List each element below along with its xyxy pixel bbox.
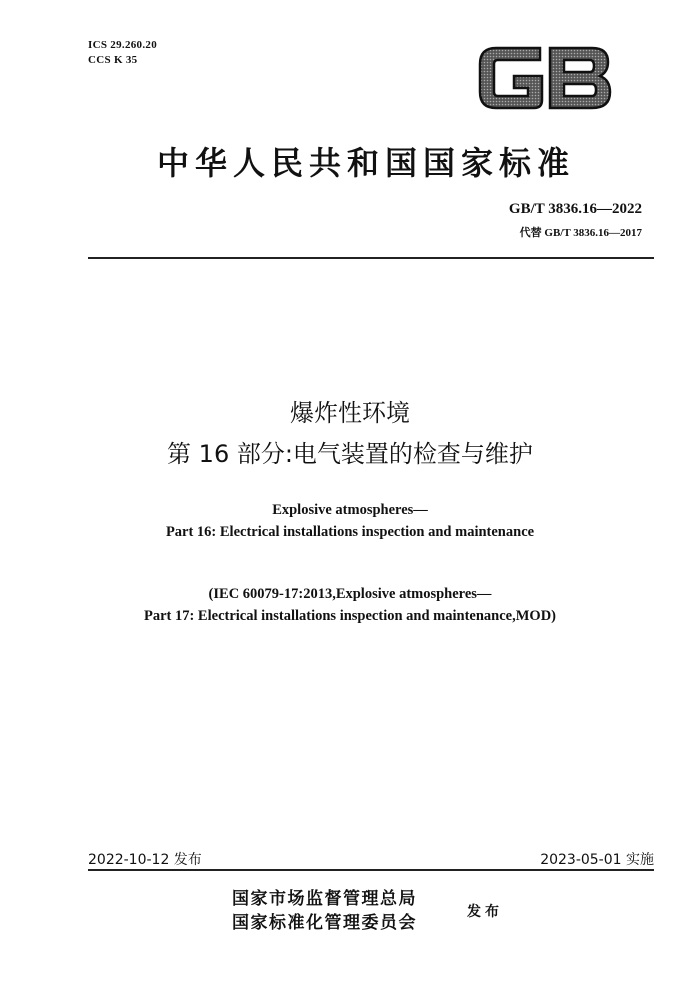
- bottom-divider: [88, 869, 654, 871]
- logo-letter-g: [480, 48, 542, 108]
- title-cn-line2: 第 16 部分:电气装置的检查与维护: [167, 440, 533, 468]
- title-en-line1: Explosive atmospheres—: [272, 502, 428, 518]
- iec-line1: (IEC 60079-17:2013,Explosive atmospheres—: [208, 586, 492, 602]
- ics-code: ICS 29.260.20: [88, 39, 157, 51]
- gb-logo: [474, 40, 614, 116]
- title-cn-line1: 爆炸性环境: [290, 399, 410, 427]
- iec-line2: Part 17: Electrical installations inspection and maintenance,MOD): [143, 608, 556, 624]
- implementation-date: 2023-05-01 实施: [540, 852, 654, 868]
- national-standard-title: 中华人民共和国国家标准: [156, 144, 575, 182]
- iec-reference: [0, 583, 700, 627]
- issue-date: 2022-10-12 发布: [88, 852, 202, 868]
- issuing-authorities: [232, 887, 417, 935]
- top-divider: [88, 257, 654, 259]
- replaces-standard: 代替 GB/T 3836.16—2017: [519, 227, 642, 239]
- issuer-line2: 国家标准化管理委员会: [232, 913, 417, 933]
- ccs-code: CCS K 35: [88, 54, 138, 66]
- standard-number: GB/T 3836.16—2022: [508, 201, 642, 217]
- title-en: [0, 499, 700, 543]
- title-en-line2: Part 16: Electrical installations inspection and maintenance: [165, 524, 535, 540]
- classification-codes: [88, 38, 157, 68]
- publish-label: 发布: [467, 904, 503, 920]
- issuer-line1: 国家市场监督管理总局: [232, 889, 417, 909]
- logo-letter-b: [550, 48, 610, 108]
